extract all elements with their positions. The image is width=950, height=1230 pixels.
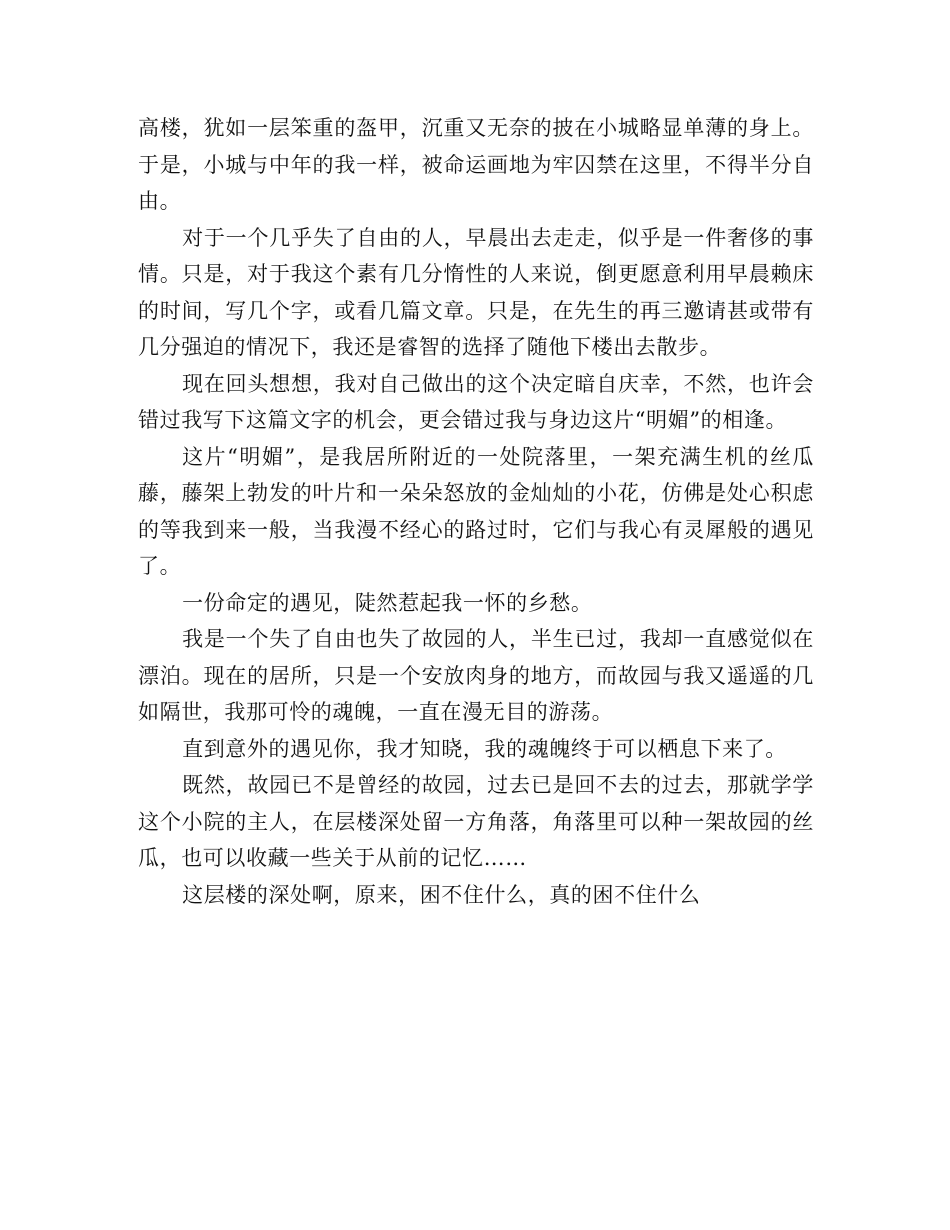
paragraph: 直到意外的遇见你，我才知晓，我的魂魄终于可以栖息下来了。 [182,736,787,761]
paragraph: 高楼，犹如一层笨重的盔甲，沉重又无奈的披在小城略显单薄的身上。于是，小城与中年的我一样，被命运画地为牢囚禁在这里，不得半分自由。 [138,116,814,213]
paragraph: 这层楼的深处啊，原来，困不住什么，真的困不住什么 [182,882,701,907]
paragraph: 既然，故园已不是曾经的故园，过去已是回不去的过去，那就学学这个小院的主人，在层楼深处留一方角落，角落里可以种一架故园的丝瓜，也可以收藏一些关于从前的记忆…… [138,773,814,870]
paragraph: 我是一个失了自由也失了故园的人，半生已过，我却一直感觉似在漂泊。现在的居所，只是一个安放肉身的地方，而故园与我又遥遥的几如隔世，我那可怜的魂魄，一直在漫无目的游荡。 [138,627,814,724]
paragraph: 一份命定的遇见，陡然惹起我一怀的乡愁。 [182,590,593,615]
paragraph: 这片“明媚”，是我居所附近的一处院落里，一架充满生机的丝瓜藤，藤架上勃发的叶片和一朵朵怒放的金灿灿的小花，仿佛是处心积虑的等我到来一般，当我漫不经心的路过时，它们与我心有灵犀般的遇见了。 [138,444,814,578]
paragraph: 对于一个几乎失了自由的人，早晨出去走走，似乎是一件奢侈的事情。只是，对于我这个素有几分惰性的人来说，倒更愿意利用早晨赖床的时间，写几个字，或看几篇文章。只是，在先生的再三邀请甚或带有几分强迫的情况下，我还是睿智的选择了随他下楼出去散步。 [138,225,814,359]
document-page [138,110,814,913]
paragraph: 现在回头想想，我对自己做出的这个决定暗自庆幸，不然，也许会错过我写下这篇文字的机会，更会错过我与身边这片“明媚”的相逢。 [138,371,814,432]
